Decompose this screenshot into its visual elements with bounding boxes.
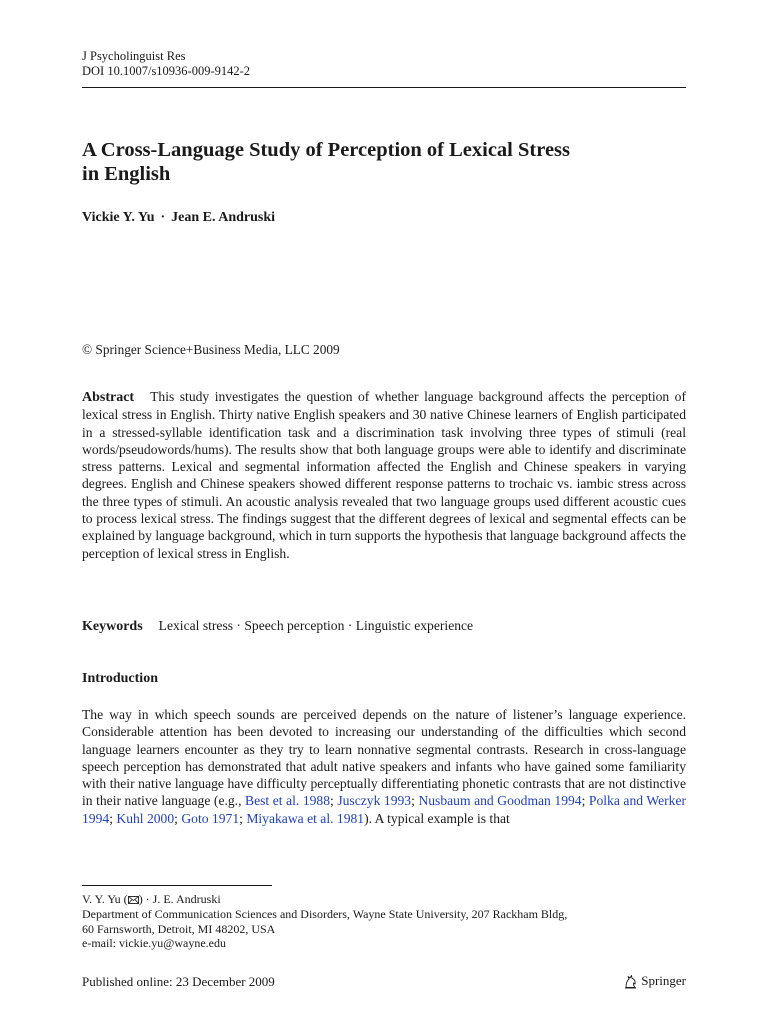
footnote-divider: [82, 885, 272, 886]
citation-link[interactable]: Goto 1971: [181, 810, 240, 826]
paper-page: [82, 0, 686, 1024]
footnote-address: 60 Farnsworth, Detroit, MI 48202, USA: [82, 921, 276, 936]
introduction-text-end: ). A typical example is that: [364, 810, 510, 826]
envelope-icon: [128, 896, 139, 904]
footnote-authors-text: V. Y. Yu (: [82, 892, 128, 906]
footnote-authors-text: ) · J. E. Andruski: [138, 892, 221, 906]
footnote-email: e-mail: vickie.yu@wayne.edu: [82, 936, 226, 951]
abstract: [82, 388, 686, 562]
citation-link[interactable]: Polka and Werker 1994: [82, 793, 687, 826]
citation-link[interactable]: Kuhl 2000: [116, 810, 175, 826]
springer-horse-icon: [624, 974, 637, 989]
published-date: Published online: 23 December 2009: [82, 974, 275, 989]
footnote-authors: [82, 892, 686, 907]
citation-separator: ;: [411, 793, 419, 809]
author-name: Vickie Y. Yu: [82, 210, 155, 225]
title-line-1: A Cross-Language Study of Perception of Lexical Stress: [82, 139, 571, 161]
citation-separator: ;: [174, 810, 182, 826]
keywords-label: Keywords: [82, 619, 143, 634]
author-footnote: [82, 892, 686, 951]
abstract-label: Abstract: [82, 390, 135, 405]
doi: DOI 10.1007/s10936-009-9142-2: [82, 64, 251, 78]
citation-separator: ;: [581, 793, 589, 809]
footnote-affiliation: Department of Communication Sciences and Disorders, Wayne State University, 207 Rackham Bldg,: [82, 906, 568, 921]
citation-separator: ;: [239, 810, 247, 826]
citation-separator: ;: [109, 810, 117, 826]
introduction-text: The way in which speech sounds are perceived depends on the nature of listener’s language experience. Considerable attention has been devoted to increasing our understanding of the difficulties which second language learners encounter as they try to learn nonnative segmental contrasts. Research in cross-language speech perception has demonstrated that adult native speakers and infants who have gained some familiarity with their native language have difficulty perceptually differentiating phonetic contrasts that are not distinctive in their native language (e.g.,: [82, 707, 686, 809]
keywords: [82, 617, 686, 636]
author-name: Jean E. Andruski: [171, 210, 276, 225]
header-divider: [82, 87, 686, 88]
abstract-text: This study investigates the question of whether language background affects the perception of lexical stress in English. Thirty native English speakers and 30 native Chinese learners of English participated in a stressed-syllable identification task and a discrimination task involving three types of stimuli (real words/pseudowords/hums). The results show that both language groups were able to identify and discriminate stress patterns. Lexical and segmental information affected the English and Chinese speakers in varying degrees. English and Chinese speakers showed different response patterns to trochaic vs. iambic stress across the three types of stimuli. An acoustic analysis revealed that two language groups used different acoustic cues to process lexical stress. The findings suggest that the different degrees of lexical and segmental effects can be explained by language background, which in turn supports the hypothesis that language background affects the perception of lexical stress in English.: [82, 389, 686, 561]
citation-link[interactable]: Jusczyk 1993: [337, 793, 412, 809]
citation-link[interactable]: Best et al. 1988: [245, 793, 331, 809]
publisher-name: Springer: [641, 973, 686, 988]
journal-name: J Psycholinguist Res: [82, 49, 186, 63]
citation-link[interactable]: Miyakawa et al. 1981: [246, 810, 365, 826]
title-line-2: in English: [82, 163, 171, 185]
author-list: [82, 209, 275, 227]
publisher-logo: [624, 972, 686, 990]
journal-header: [82, 49, 250, 79]
copyright-notice: © Springer Science+Business Media, LLC 2009: [82, 342, 340, 357]
author-separator: ·: [160, 210, 166, 225]
citation-separator: ;: [330, 793, 338, 809]
article-title: [82, 138, 686, 186]
introduction-paragraph: [82, 706, 686, 827]
citation-link[interactable]: Nusbaum and Goodman 1994: [418, 793, 582, 809]
section-heading-introduction: Introduction: [82, 671, 158, 686]
keywords-text: Lexical stress · Speech perception · Linguistic experience: [158, 618, 474, 633]
